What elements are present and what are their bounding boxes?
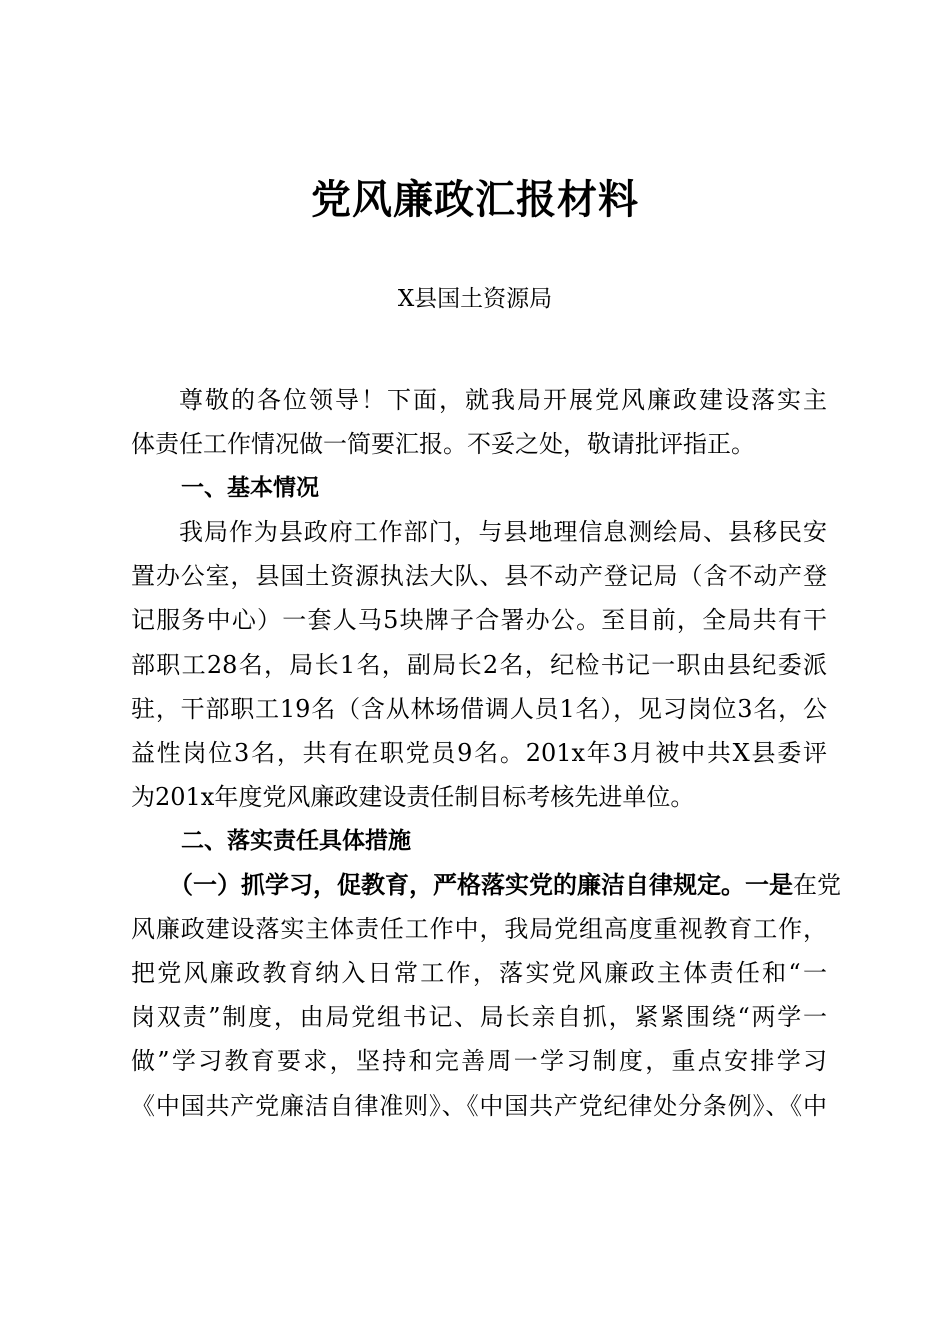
paragraph-line: 《中国共产党廉洁自律准则》、《中国共产党纪律处分条例》、《中 xyxy=(131,1091,827,1120)
paragraph-line: 体责任工作情况做一简要汇报。不妥之处，敬请批评指正。 xyxy=(131,430,755,459)
paragraph-line: 驻，干部职工19名（含从林场借调人员1名），见习岗位3名，公 xyxy=(131,694,827,723)
document-organization: X县国土资源局 xyxy=(397,286,553,312)
paragraph-line: 部职工28名，局长1名，副局长2名，纪检书记一职由县纪委派 xyxy=(131,650,827,679)
section-heading-measures: 二、落实责任具体措施 xyxy=(181,827,411,854)
paragraph-line: 为201x年度党风廉政建设责任制目标考核先进单位。 xyxy=(131,782,695,811)
subsection-heading: （一）抓学习，促教育，严格落实党的廉洁自律规定。一是 xyxy=(169,870,793,900)
paragraph-line: 尊敬的各位领导！下面，就我局开展党风廉政建设落实主 xyxy=(179,386,827,414)
subsection-text: 在党 xyxy=(793,871,841,900)
paragraph-line: 把党风廉政教育纳入日常工作，落实党风廉政主体责任和“一 xyxy=(131,959,827,988)
paragraph-line: 记服务中心）一套人马5块牌子合署办公。至目前，全局共有干 xyxy=(131,606,827,635)
subsection-line xyxy=(131,863,841,907)
paragraph-line: 岗双责”制度，由局党组书记、局长亲自抓，紧紧围绕“两学一 xyxy=(131,1003,827,1032)
document-body xyxy=(131,378,841,1128)
paragraph-line: 风廉政建设落实主体责任工作中，我局党组高度重视教育工作， xyxy=(131,915,827,944)
document-title: 党风廉政汇报材料 xyxy=(311,177,639,223)
paragraph-line: 我局作为县政府工作部门，与县地理信息测绘局、县移民安 xyxy=(179,518,827,547)
paragraph-line: 益性岗位3名，共有在职党员9名。201x年3月被中共X县委评 xyxy=(131,738,827,767)
section-heading-basic: 一、基本情况 xyxy=(181,475,319,502)
paragraph-line: 做”学习教育要求，坚持和完善周一学习制度，重点安排学习 xyxy=(131,1047,827,1076)
paragraph-line: 置办公室，县国土资源执法大队、县不动产登记局（含不动产登 xyxy=(131,562,827,591)
